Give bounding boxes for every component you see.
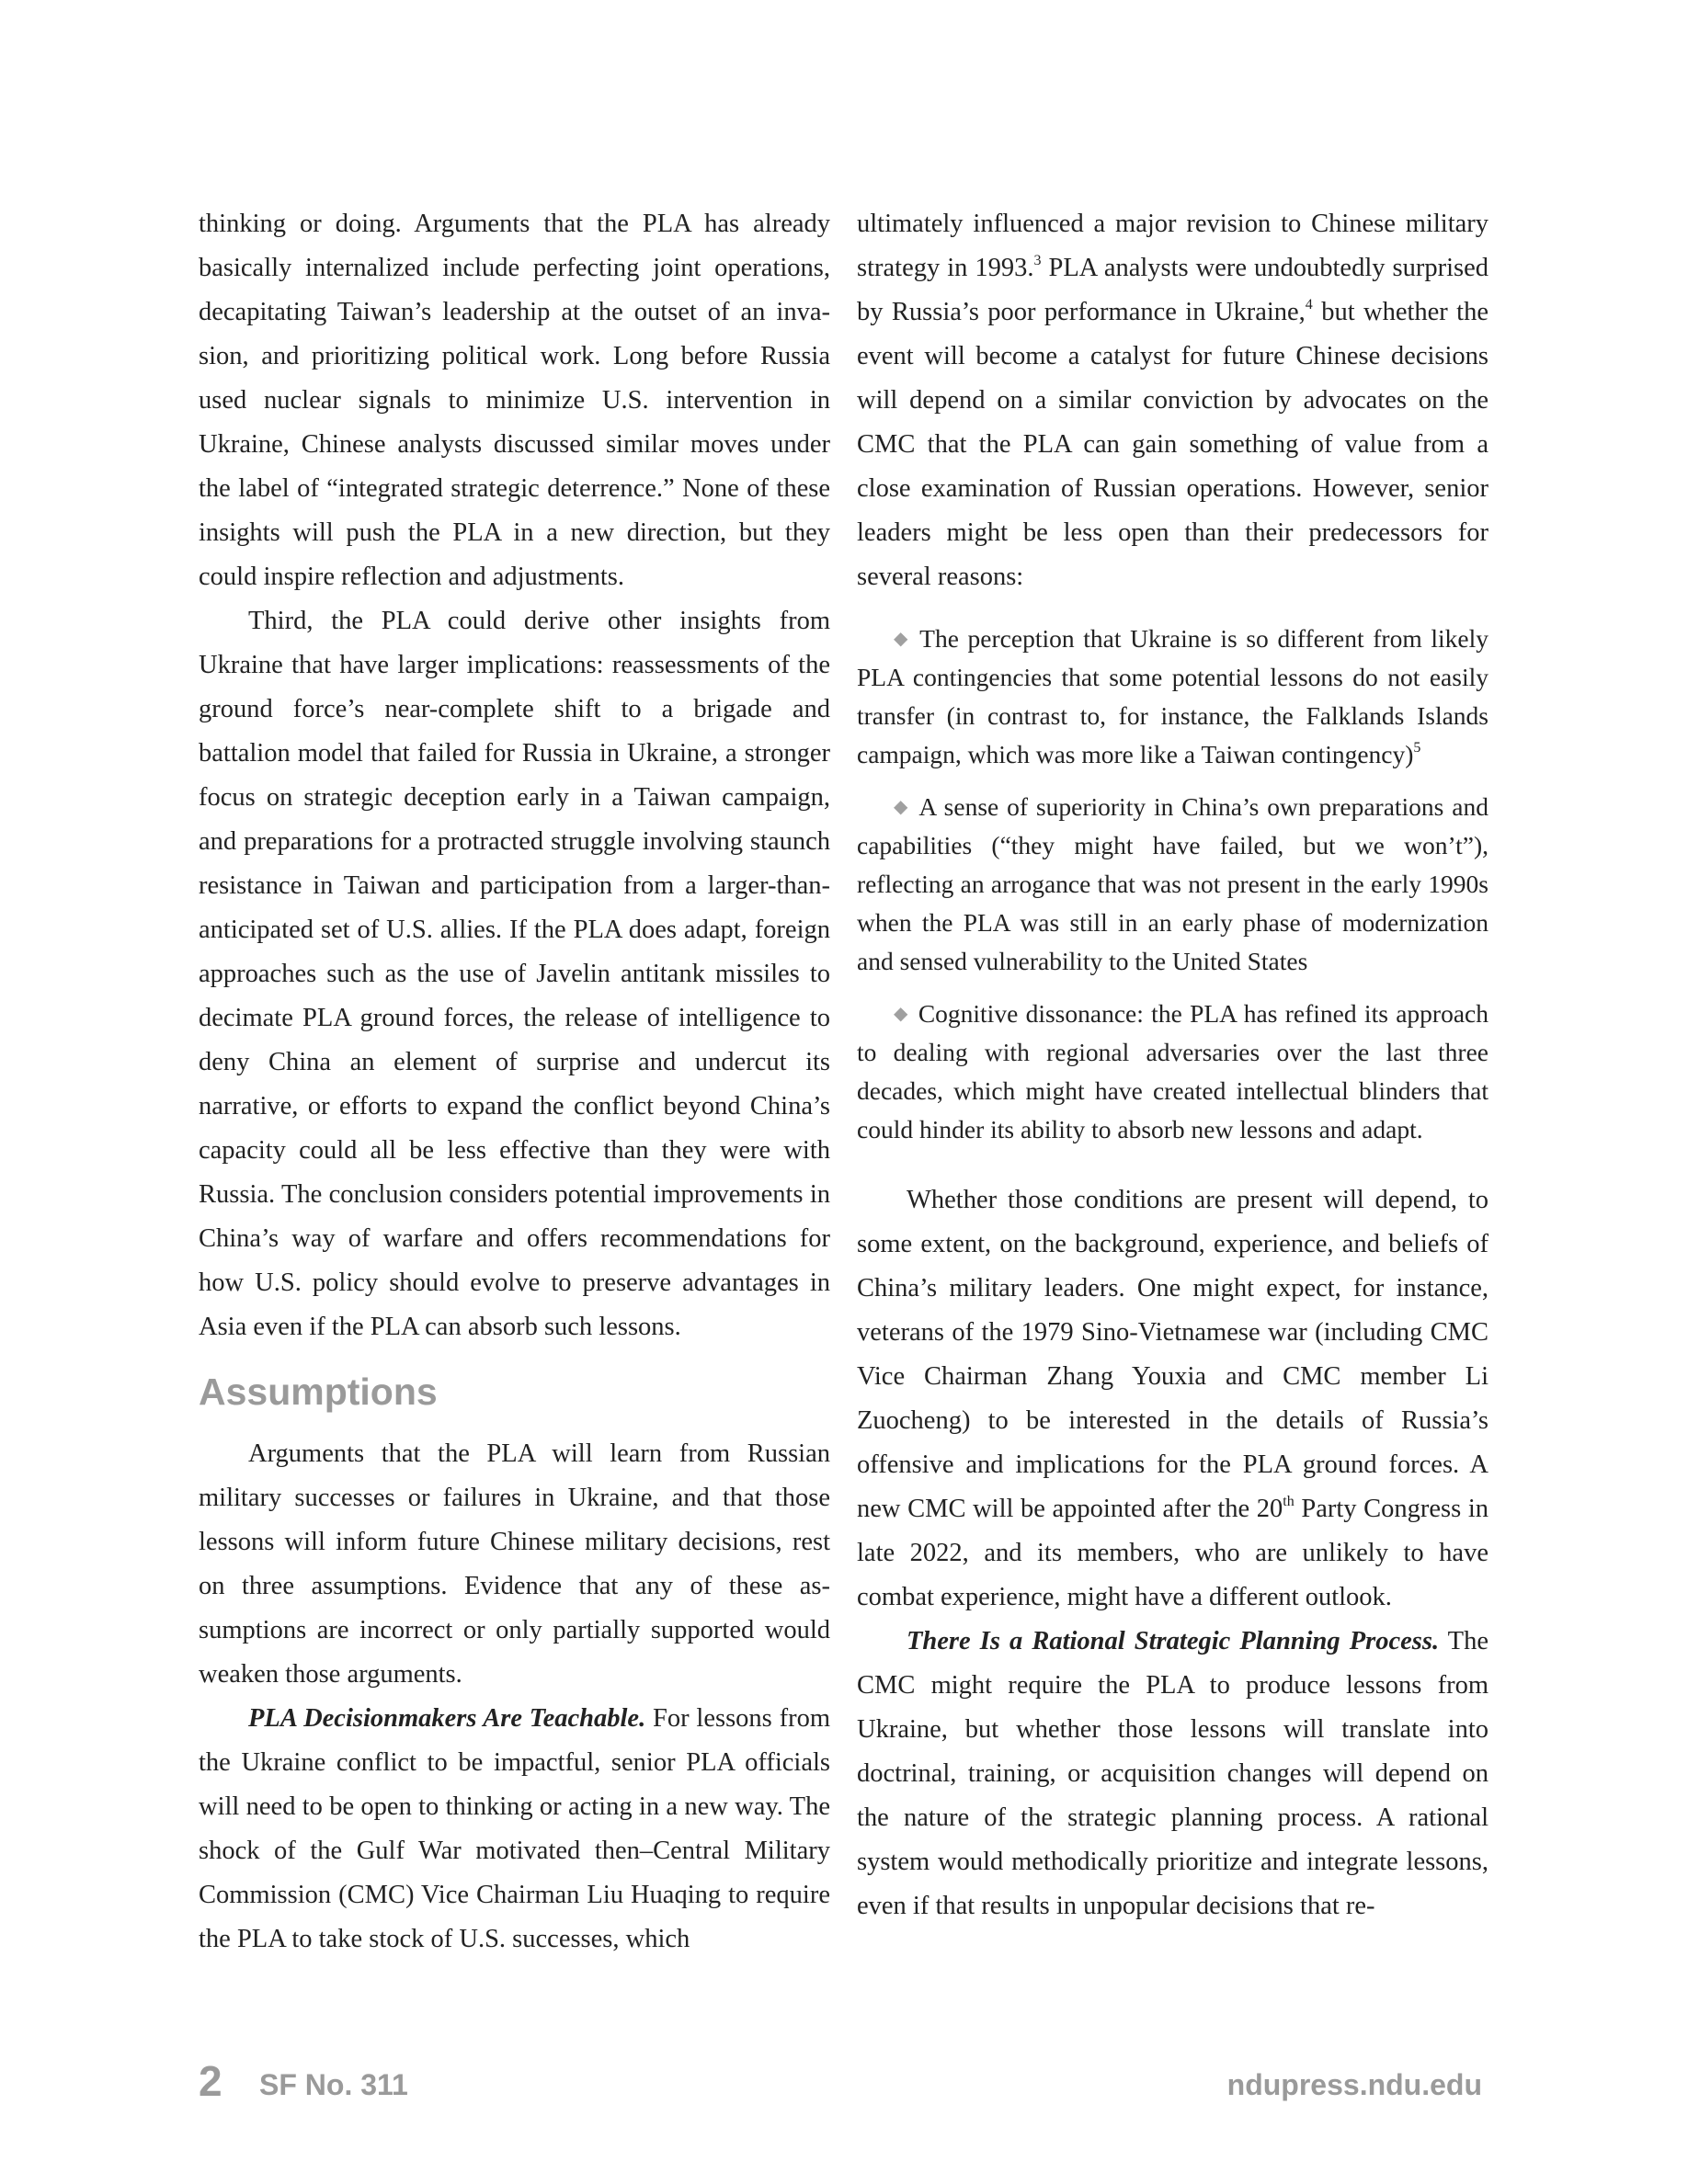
- body-paragraph: Arguments that the PLA will learn from Russian military successes or failures in Ukraine, and that those lessons will inform future Chinese military decisions, rest on three assumptions. Evidence that any of these assumptions are incorrect or only partially supported would weaken those arguments.: [199, 1439, 830, 1689]
- bullet-item: [857, 620, 1488, 774]
- left-column: [199, 202, 830, 1962]
- diamond-bullet-icon: ◆: [894, 1004, 909, 1024]
- paragraph-text: Whether those conditions are present will depend, to some extent, on the background, experience, and beliefs of China’s military leaders. One might expect, for instance, veterans of the 1979 Sino-Vietnamese war (including CMC Vice Chairman Zhang Youxia and CMC member Li Zuocheng) to be interested in the details of Russia’s offensive and implications for the PLA ground forces. A new CMC will be appointed after the 20: [857, 1186, 1488, 1523]
- right-column: [857, 202, 1488, 1928]
- bullet-text: The perception that Ukraine is so different from likely PLA contingencies that some potential lessons do not easily transfer (in contrast to, for instance, the Falklands Islands campaign, which was more like a Taiwan contingency): [857, 624, 1488, 768]
- paragraph-text: ultimately influenced a major revision to Chinese military strategy in 1993.: [857, 210, 1488, 282]
- run-in-heading: There Is a Rational Strategic Planning Process.: [907, 1627, 1440, 1655]
- body-paragraph: thinking or doing. Arguments that the PLA has already basically internalized include perfecting joint operations, decapitating Taiwan’s leadership at the outset of an invasion, and prioritizing political work. Long before Russia used nuclear signals to minimize U.S. intervention in Ukraine, Chinese analysts discussed similar moves under the label of “integrated strategic deterrence.” None of these insights will push the PLA in a new direction, but they could inspire reflection and adjustments.: [199, 210, 830, 591]
- bullet-item: [857, 995, 1488, 1149]
- body-paragraph: Third, the PLA could derive other insights from Ukraine that have larger implications: reassessments of the ground force’s near-complete shift to a brigade and battalion model that failed for Russia in Ukraine, a stronger focus on strategic deception early in a Taiwan campaign, and preparations for a protracted struggle involving staunch resistance in Taiwan and participation from a larger-than-anticipated set of U.S. allies. If the PLA does adapt, foreign approaches such as the use of Javelin antitank missiles to decimate PLA ground forces, the release of intelligence to deny China an element of surprise and undercut its narrative, or efforts to expand the conflict beyond China’s capacity could all be less effective than they were with Russia. The conclusion considers potential improvements in China’s way of warfare and offers recommendations for how U.S. policy should evolve to preserve advantages in Asia even if the PLA can absorb such lessons.: [199, 607, 830, 1341]
- paragraph-text: The CMC might require the PLA to produce lessons from Ukraine, but whether those lessons will translate into doctrinal, training, or acquisition changes will depend on the nature of the strategic planning process. A rational system would methodically prioritize and integrate lessons, even if that results in unpopular decisions that re-: [857, 1627, 1488, 1920]
- bullet-text: A sense of superiority in China’s own preparations and capabilities (“they might have failed, but we won’t”), reflecting an arrogance that was not present in the early 1990s when the PLA was still in an early phase of modernization and sensed vulnerability to the United States: [857, 792, 1488, 975]
- footnote-marker: 3: [1033, 253, 1042, 268]
- bullet-list: [857, 620, 1488, 1149]
- bullet-item: [857, 788, 1488, 981]
- body-paragraph: [857, 1178, 1488, 1620]
- body-paragraph: [199, 1697, 830, 1962]
- paragraph-text: PLA analysts were undoubtedly surprised by Russia’s poor performance in Ukraine,: [857, 254, 1488, 326]
- footnote-marker: 4: [1305, 297, 1313, 313]
- diamond-bullet-icon: ◆: [894, 629, 911, 649]
- ordinal-suffix: th: [1283, 1494, 1295, 1509]
- page-number: 2: [199, 2057, 222, 2105]
- publication-number: SF No. 311: [259, 2068, 408, 2101]
- paragraph-text: For lessons from the Ukraine conflict to be impactful, senior PLA officials will need to be open to thinking or acting in a new way. The shock of the Gulf War motivated then–Central Military Commission (CMC) Vice Chairman Liu Huaqing to require the PLA to take stock of U.S. successes, which: [199, 1704, 830, 1953]
- website-link[interactable]: ndupress.ndu.edu: [1226, 2068, 1482, 2101]
- run-in-heading: PLA Decisionmakers Are Teachable.: [248, 1704, 646, 1733]
- body-paragraph: [857, 202, 1488, 599]
- body-paragraph: [857, 1620, 1488, 1928]
- paragraph-text: but whether the event will become a catalyst for future Chinese decisions will depend on a similar conviction by advocates on the CMC that the PLA can gain something of value from a close examination of Russian operations. However, senior leaders might be less open than their predecessors for several reasons:: [857, 298, 1488, 591]
- page-footer: [199, 2055, 1482, 2110]
- paragraph-text: Party Congress in late 2022, and its members, who are unlikely to have combat experience, might have a different outlook.: [857, 1495, 1488, 1611]
- bullet-text: Cognitive dissonance: the PLA has refined its approach to dealing with regional adversaries over the last three decades, which might have created intellectual blinders that could hinder its ability to absorb new lessons and adapt.: [857, 999, 1488, 1143]
- diamond-bullet-icon: ◆: [894, 797, 910, 817]
- footnote-marker: 5: [1413, 740, 1421, 756]
- section-heading: Assumptions: [199, 1371, 438, 1413]
